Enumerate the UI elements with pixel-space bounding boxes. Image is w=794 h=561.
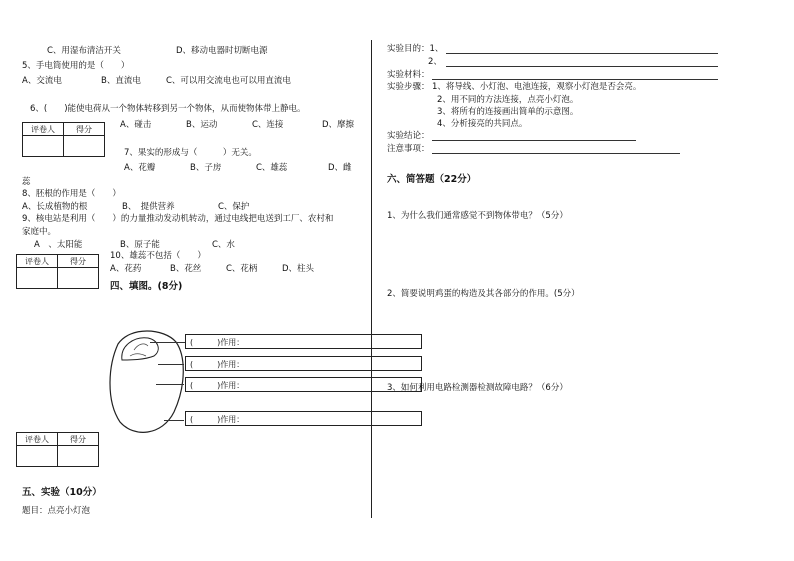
grader-header: 评卷人	[23, 123, 64, 136]
section-5-title: 五、实验（10分）	[22, 487, 102, 498]
diagram-label-4[interactable]: ( )作用：	[185, 411, 422, 426]
leader-line-1	[150, 342, 186, 343]
short-answer-q3: 3、如何利用电路检测器检测故障电路？（6分）	[387, 383, 568, 393]
q10-stem: 10、雄蕊不包括（ ）	[110, 251, 206, 261]
q10-option-a: A、花药	[110, 264, 142, 274]
score-header: 得分	[64, 123, 105, 136]
section-4-title: 四、填图。(8分)	[110, 281, 183, 292]
embryo-detail	[130, 344, 148, 356]
step-4: 4、分析接亮的共同点。	[437, 119, 528, 129]
q6-option-a: A、碰击	[120, 120, 152, 130]
q9-option-b: B、原子能	[120, 240, 160, 250]
q7-option-d: D、雌	[328, 163, 352, 173]
purpose-2-label: 2、	[428, 57, 442, 67]
diagram-label-3[interactable]: ( )作用：	[185, 377, 422, 392]
section-5-subject: 题目：点亮小灯泡	[22, 506, 91, 516]
conclusion-line[interactable]	[432, 140, 636, 141]
score-header: 得分	[58, 255, 99, 268]
q7-option-c: C、雄蕊	[256, 163, 288, 173]
leader-line-3	[156, 384, 184, 385]
short-answer-q2: 2、简要说明鸡蛋的构造及其各部分的作用。(5分）	[387, 289, 580, 299]
step-2: 2、用不同的方法连接，点亮小灯泡。	[437, 95, 579, 105]
leader-line-2	[158, 364, 184, 365]
q9-stem: 9、核电站是利用（ ）的力量推动发动机转动，通过电线把电送到工厂、农村和	[22, 214, 334, 224]
q6-stem: 6、( )能使电荷从一个物体转移到另一个物体，从而使物体带上静电。	[30, 104, 306, 114]
short-answer-q1: 1、为什么我们通常感觉不到物体带电？（5分）	[387, 211, 568, 221]
q7-tail: 蕊	[22, 177, 31, 187]
seed-coat	[110, 331, 183, 432]
notes-label: 注意事项：	[387, 144, 430, 154]
materials-line[interactable]	[432, 79, 718, 80]
q6-option-c: C、连接	[252, 120, 284, 130]
q8-stem: 8、胚根的作用是（ ）	[22, 189, 121, 199]
q4-option-d: D、移动电器时切断电源	[176, 46, 268, 56]
q7-stem: 7、果实的形成与（ ）无关。	[124, 148, 257, 158]
q9-option-c: C、水	[212, 240, 235, 250]
score-header: 得分	[58, 433, 99, 446]
purpose-label: 实验目的：1、	[387, 44, 444, 54]
score-cell[interactable]	[58, 268, 99, 289]
q4-option-c: C、用湿布清洁开关	[47, 46, 121, 56]
score-cell[interactable]	[64, 136, 105, 157]
q9-tail: 家庭中。	[22, 227, 57, 237]
q6-option-b: B、运动	[186, 120, 218, 130]
q10-option-b: B、花丝	[170, 264, 202, 274]
q8-option-a: A、长成植物的根	[22, 202, 88, 212]
q8-option-b: B、 提供营养	[122, 202, 175, 212]
conclusion-label: 实验结论：	[387, 131, 430, 141]
q10-option-d: D、柱头	[282, 264, 315, 274]
step-3: 3、将所有的连接画出简单的示意图。	[437, 107, 579, 117]
section-6-title: 六、简答题（22分）	[387, 174, 477, 185]
diagram-label-2[interactable]: ( )作用：	[185, 356, 422, 371]
q9-option-a: A 、太阳能	[34, 240, 83, 250]
grader-cell[interactable]	[17, 446, 58, 467]
materials-label: 实验材料：	[387, 70, 430, 80]
q7-option-b: B、子房	[190, 163, 222, 173]
step-1: 1、将导线、小灯泡、电池连接，观察小灯泡是否会亮。	[432, 82, 642, 92]
diagram-label-1[interactable]: ( )作用：	[185, 334, 422, 349]
column-divider	[371, 40, 372, 518]
q6-option-d: D、摩擦	[322, 120, 355, 130]
score-table-1	[22, 122, 105, 157]
q5-stem: 5、手电筒使用的是（ ）	[22, 61, 130, 71]
purpose-2-line[interactable]	[446, 66, 718, 67]
leader-line-4	[164, 420, 184, 421]
grader-cell[interactable]	[23, 136, 64, 157]
q7-option-a: A、花瓣	[124, 163, 156, 173]
score-table-3	[16, 432, 99, 467]
steps-label: 实验步骤：	[387, 82, 430, 92]
notes-line[interactable]	[432, 153, 680, 154]
q10-option-c: C、花柄	[226, 264, 258, 274]
grader-header: 评卷人	[17, 255, 58, 268]
purpose-1-line[interactable]	[446, 53, 718, 54]
grader-cell[interactable]	[17, 268, 58, 289]
q5-option-c: C、可以用交流电也可以用直流电	[166, 76, 291, 86]
q5-option-b: B、直流电	[101, 76, 141, 86]
score-table-2	[16, 254, 99, 289]
q8-option-c: C、保护	[218, 202, 250, 212]
grader-header: 评卷人	[17, 433, 58, 446]
score-cell[interactable]	[58, 446, 99, 467]
q5-option-a: A、交流电	[22, 76, 62, 86]
